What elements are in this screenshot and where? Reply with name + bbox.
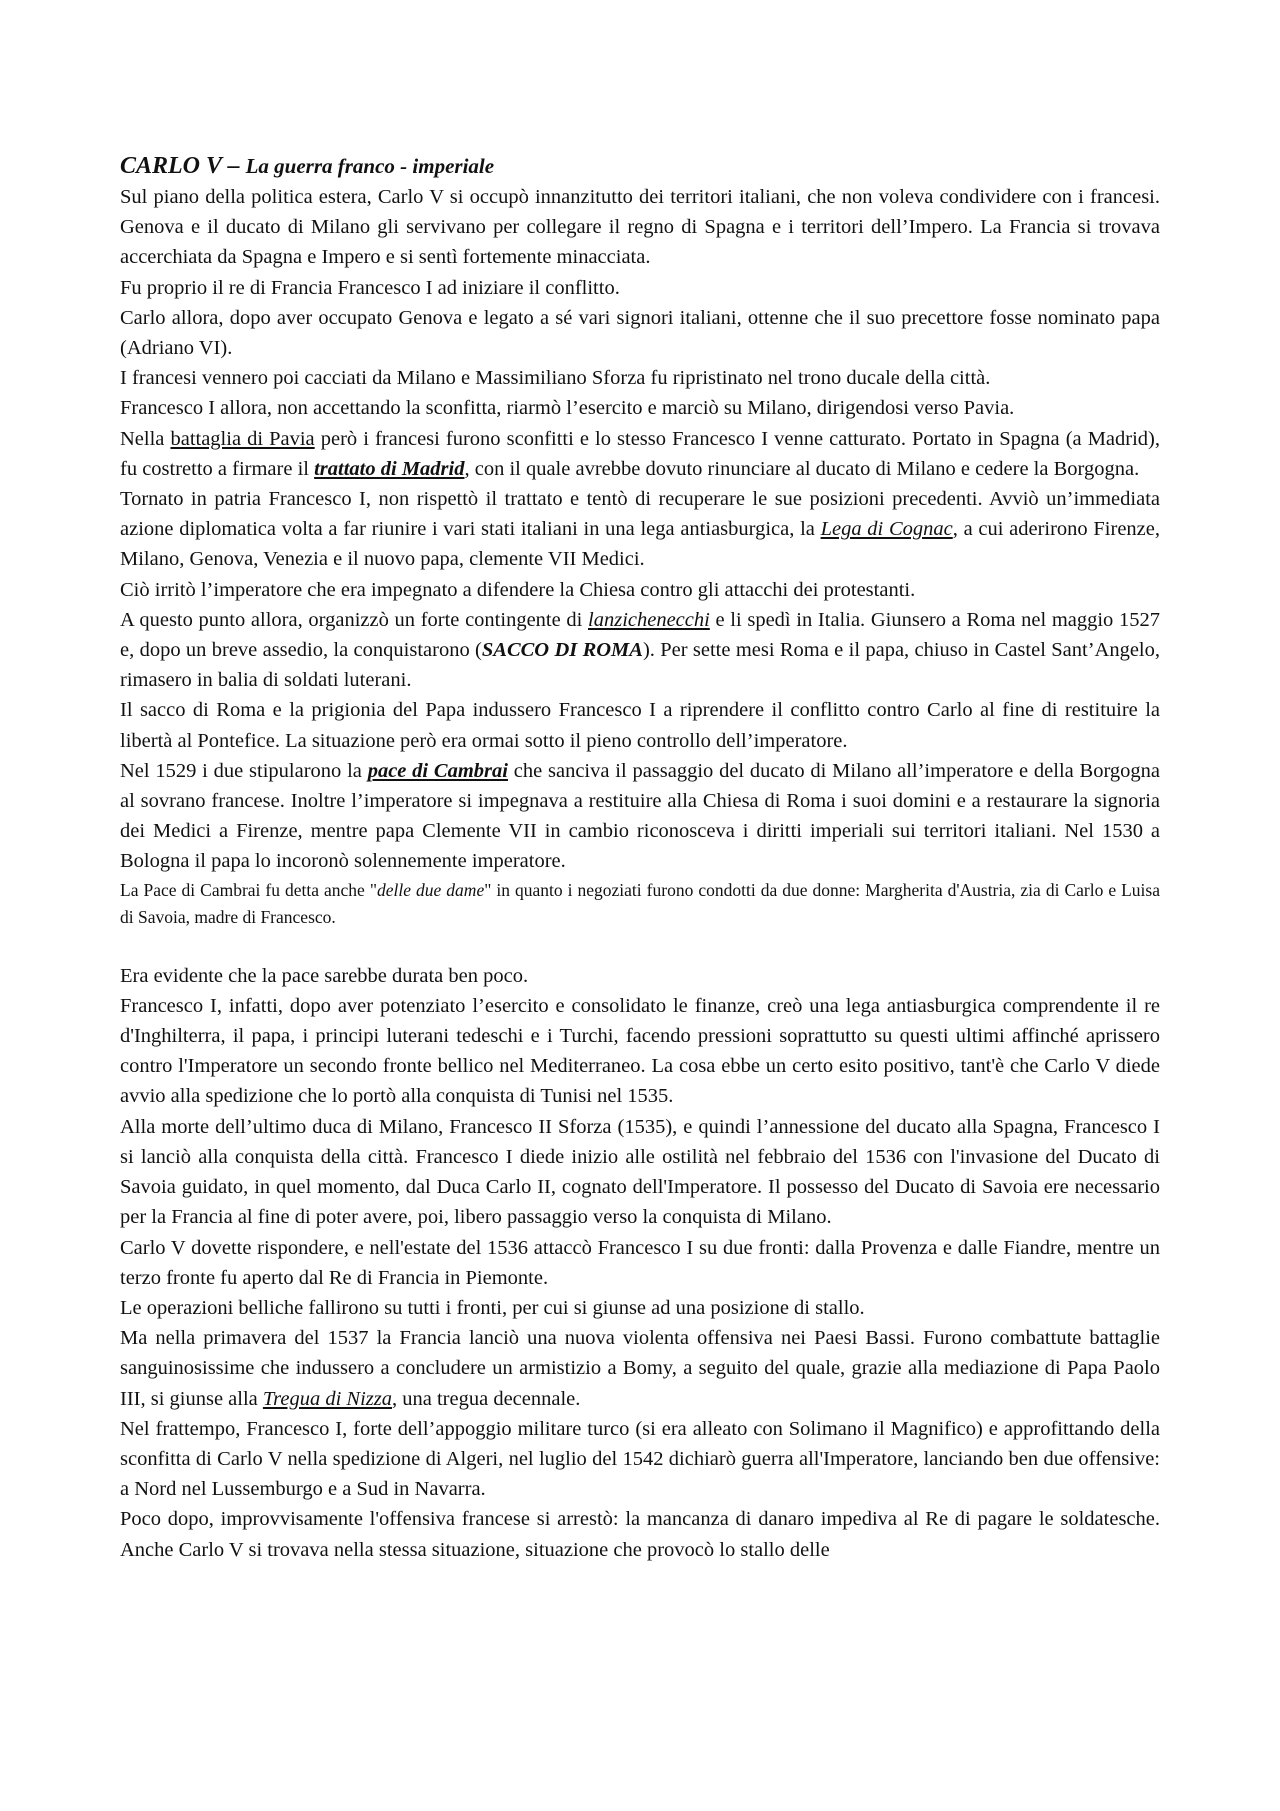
text-run: A questo punto allora, organizzò un forte contingente di <box>120 608 589 631</box>
document-page <box>120 150 1160 1565</box>
text-run: " in quanto i negoziati furono condotti da due donne: Margherita d'Austria, zia di Carlo e Luisa di Savoia, madre di Francesco. <box>120 879 1160 927</box>
text-run: , a cui aderirono Firenze, Milano, Genova, Venezia e il nuovo papa, clemente VII Medici. <box>120 518 1160 571</box>
paragraph: Era evidente che la pace sarebbe durata ben poco. <box>120 964 529 987</box>
title-subtitle: La guerra franco - imperiale <box>245 154 495 178</box>
link-lanzichenecchi: lanzichenecchi <box>588 608 710 631</box>
emphasis-sacco-di-roma: SACCO DI ROMA <box>481 639 643 662</box>
emphasis-delle-due-dame: delle due dame <box>377 879 485 900</box>
paragraph: Sul piano della politica estera, Carlo V si occupò innanzitutto dei territori italiani, che non voleva condividere con i francesi. Genova e il ducato di Milano gli servivano per collegare il regno di Spagna e i territori dell’Impero. La Francia si trovava accerchiata da Spagna e Impero e si sentì fortemente minacciata. <box>120 186 1160 269</box>
text-run: Nel 1529 i due stipularono la <box>120 759 368 782</box>
paragraph: Francesco I, infatti, dopo aver potenziato l’esercito e consolidato le finanze, creò una lega antiasburgica comprendente il re d'Inghilterra, il papa, i principi luterani tedeschi e i Turchi, facendo pressioni soprattutto su questi ultimi affinché aprissero contro l'Imperatore un secondo fronte bellico nel Mediterraneo. La cosa ebbe un certo esito positivo, tant'è che Carlo V diede avvio alla spedizione che lo portò alla conquista di Tunisi nel 1535. <box>120 994 1160 1108</box>
text-run: , con il quale avrebbe dovuto rinunciare al ducato di Milano e cedere la Borgogna. <box>464 457 1140 480</box>
paragraph <box>120 605 1160 696</box>
paragraph: Nel frattempo, Francesco I, forte dell’appoggio militare turco (si era alleato con Solimano il Magnifico) e approfittando della sconfitta di Carlo V nella spedizione di Algeri, nel luglio del 1542 dichiarò guerra all'Imperatore, lanciando ben due offensive: a Nord nel Lussemburgo e a Sud in Navarra. <box>120 1417 1160 1501</box>
paragraph <box>120 1323 1160 1414</box>
paragraph: I francesi vennero poi cacciati da Milano e Massimiliano Sforza fu ripristinato nel trono ducale della città. <box>120 367 991 390</box>
text-run: Nella <box>120 427 171 450</box>
link-lega-di-cognac: Lega di Cognac <box>820 518 953 541</box>
link-tregua-di-nizza: Tregua di Nizza <box>262 1387 392 1410</box>
paragraph <box>120 484 1160 575</box>
text-run: , una tregua decennale. <box>392 1387 581 1410</box>
text-run: ). Per sette mesi Roma e il papa, chiuso in Castel Sant’Angelo, rimasero in balia di soldati luterani. <box>120 639 1160 692</box>
text-run: però i francesi furono sconfitti e lo stesso Francesco I venne catturato. Portato in Spagna (a Madrid), fu costretto a firmare il <box>120 427 1160 480</box>
text-run: e li spedì in Italia. Giunsero a Roma nel maggio 1527 e, dopo un breve assedio, la conquistarono ( <box>120 608 1160 662</box>
link-pace-di-cambrai: pace di Cambrai <box>367 759 508 782</box>
paragraph: Alla morte dell’ultimo duca di Milano, Francesco II Sforza (1535), e quindi l’annessione del ducato alla Spagna, Francesco I si lanciò alla conquista della città. Francesco I diede inizio alle ostilità nel febbraio del 1536 con l'invasione del Ducato di Savoia guidato, in quel momento, dal Duca Carlo II, cognato dell'Imperatore. Il possesso del Ducato di Savoia ere necessario per la Francia al fine di poter avere, poi, libero passaggio verso la conquista di Milano. <box>120 1115 1160 1229</box>
paragraph <box>120 756 1160 877</box>
text-run: che sanciva il passaggio del ducato di Milano all’imperatore e della Borgogna al sovrano francese. Inoltre l’imperatore si impegnava a restituire alla Chiesa di Roma i suoi domini e a restaurare la signoria dei Medici a Firenze, mentre papa Clemente VII in cambio riconosceva i diritti imperiali sui territori italiani. Nel 1530 a Bologna il papa lo incoronò solennemente imperatore. <box>120 759 1161 873</box>
link-battaglia-di-pavia: battaglia di Pavia <box>170 427 315 450</box>
title-main: CARLO V <box>120 153 222 179</box>
text-run: Ma nella primavera del 1537 la Francia lanciò una nuova violenta offensiva nei Paesi Bassi. Furono combattute battaglie sanguinosissime che indussero a concludere un armistizio a Bomy, a seguito del quale, grazie alla mediazione di Papa Paolo III, si giunse alla <box>120 1327 1160 1410</box>
paragraph <box>120 424 1160 484</box>
text-run: Tornato in patria Francesco I, non rispettò il trattato e tentò di recuperare le sue posizioni precedenti. Avviò un’immediata azione diplomatica volta a far riunire i vari stati italiani in una lega antiasburgica, la <box>120 488 1160 541</box>
document-title <box>120 150 1160 182</box>
paragraph: Carlo V dovette rispondere, e nell'estate del 1536 attaccò Francesco I su due fronti: dalla Provenza e dalle Fiandre, mentre un terzo fronte fu aperto dal Re di Francia in Piemonte. <box>120 1236 1160 1289</box>
paragraph: Le operazioni belliche fallirono su tutti i fronti, per cui si giunse ad una posizione di stallo. <box>120 1296 865 1319</box>
paragraph: Francesco I allora, non accettando la sconfitta, riarmò l’esercito e marciò su Milano, dirigendosi verso Pavia. <box>120 397 1015 420</box>
paragraph: Il sacco di Roma e la prigionia del Papa indussero Francesco I a riprendere il conflitto contro Carlo al fine di restituire la libertà al Pontefice. La situazione però era ormai sotto il pieno controllo dell’imperatore. <box>120 699 1160 752</box>
title-dash: – <box>221 153 246 179</box>
paragraph: Poco dopo, improvvisamente l'offensiva francese si arrestò: la mancanza di danaro impediva al Re di pagare le soldatesche. Anche Carlo V si trovava nella stessa situazione, situazione che provocò lo stallo delle <box>120 1508 1160 1561</box>
footnote <box>120 877 1160 931</box>
paragraph: Fu proprio il re di Francia Francesco I ad iniziare il conflitto. <box>120 276 620 299</box>
paragraph: Carlo allora, dopo aver occupato Genova e legato a sé vari signori italiani, ottenne che il suo precettore fosse nominato papa (Adriano VI). <box>120 306 1160 360</box>
link-trattato-di-madrid: trattato di Madrid <box>314 457 465 480</box>
paragraph: Ciò irritò l’imperatore che era impegnato a difendere la Chiesa contro gli attacchi dei protestanti. <box>120 578 916 601</box>
spacer <box>120 931 1160 961</box>
text-run: La Pace di Cambrai fu detta anche " <box>120 879 377 900</box>
